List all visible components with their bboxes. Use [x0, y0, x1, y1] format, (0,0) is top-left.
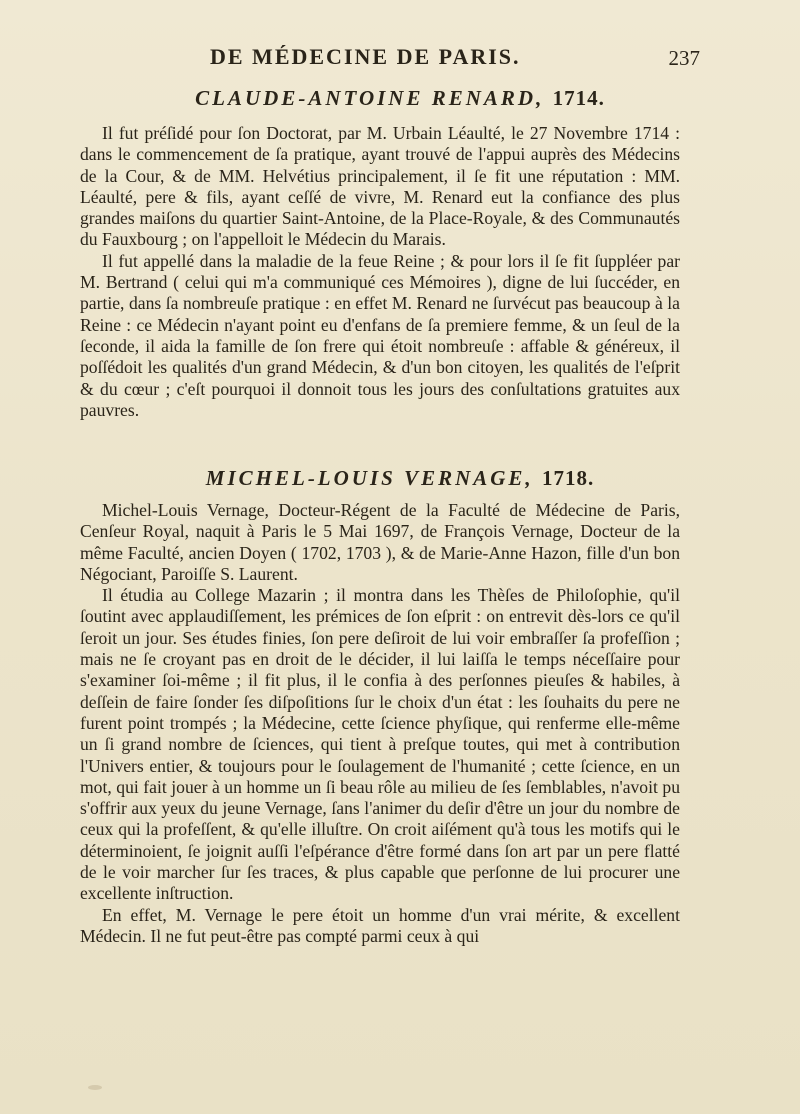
paragraph: En effet, M. Vernage le pere étoit un homme d'un vrai mérite, & excellent Médecin. Il ne fut peut-être pas compté parmi ceux à qui: [80, 904, 680, 946]
page-number: 237: [668, 46, 700, 70]
entry-title-renard: [80, 86, 720, 111]
entry-body-renard: [80, 123, 680, 421]
entry-year: 1714.: [552, 86, 605, 110]
entry-name: CLAUDE-ANTOINE RENARD,: [195, 86, 545, 110]
paragraph: Il étudia au College Mazarin ; il montra dans les Thèſes de Philoſophie, qu'il ſoutint avec applaudiſſement, les prémices de ſon eſprit : on entrevit dès-lors ce qu'il ſeroit un jour. Ses études finies, ſon pere deſiroit de lui voir embraſſer ſa profeſſion ; mais ne ſe croyant pas en droit de le décider, il lui laiſſa le temps néceſſaire pour s'examiner ſoi-même ; il fit plus, il le confia à des perſonnes pieuſes & habiles, à deſſein de faire ſonder ſes diſpoſitions ſur le choix d'un état : les ſouhaits du pere ne furent point trompés ; la Médecine, cette ſcience phyſique, qui renferme elle-même un ſi grand nombre de ſciences, qui tient à preſque toutes, qui met à contribution l'Univers entier, & toujours pour le ſoulagement de l'humanité ; cette ſcience, en un mot, qui fait jouer à un homme un ſi beau rôle au milieu de ſes ſemblables, n'avoit pu s'offrir aux yeux du jeune Vernage, ſans l'animer du deſir d'être un jour du nombre de ceux qui la profeſſent, & qu'elle illuſtre. On croit aiſément qu'à tous les motifs qui le déterminoient, ſe joignit auſſi l'eſpérance d'être formé dans ſon art par un pere flatté de le voir marcher ſur ſes traces, & plus capable que perſonne de lui procurer une excellente inſtruction.: [80, 585, 680, 904]
entry-title-vernage: [80, 466, 720, 491]
paragraph: Il fut appellé dans la maladie de la feue Reine ; & pour lors il ſe fit ſuppléer par M. Bertrand ( celui qui m'a communiqué ces Mémoires ), digne de lui ſuccéder, en partie, dans ſa nombreuſe pratique : en effet M. Renard ne ſurvécut pas beaucoup à la Reine : ce Médecin n'ayant point eu d'enfans de ſa premiere femme, & un ſeul de la ſeconde, il aida la famille de ſon frere qui étoit nombreuſe : affable & généreux, il poſſédoit les qualités d'un grand Médecin, & d'un bon citoyen, les qualités de l'eſprit & du cœur ; c'eſt pourquoi il donnoit tous les jours des conſultations gratuites aux pauvres.: [80, 250, 680, 420]
ink-spot: [88, 1085, 102, 1090]
page-header: [60, 44, 700, 74]
running-head: DE MÉDECINE DE PARIS.: [210, 44, 521, 69]
entry-year: 1718.: [541, 466, 595, 490]
entry-body-vernage: [80, 500, 680, 947]
paragraph: Il fut préſidé pour ſon Doctorat, par M. Urbain Léaulté, le 27 Novembre 1714 : dans le commencement de ſa pratique, ayant trouvé de l'appui auprès des Médecins de la Cour, & de MM. Helvétius principalement, il ſe fit une réputation : MM. Léaulté, pere & fils, ayant ceſſé de vivre, M. Renard eut la confiance des plus grandes maiſons du quartier Saint-Antoine, de la Place-Royale, & des Communautés du Fauxbourg ; on l'appelloit le Médecin du Marais.: [80, 123, 680, 250]
entry-name: MICHEL-LOUIS VERNAGE,: [205, 466, 534, 490]
paragraph: Michel-Louis Vernage, Docteur-Régent de la Faculté de Médecine de Paris, Cenſeur Royal, naquit à Paris le 5 Mai 1697, de François Vernage, Docteur de la même Faculté, ancien Doyen ( 1702, 1703 ), & de Marie-Anne Hazon, fille d'un bon Négociant, Paroiſſe S. Laurent.: [80, 500, 680, 584]
